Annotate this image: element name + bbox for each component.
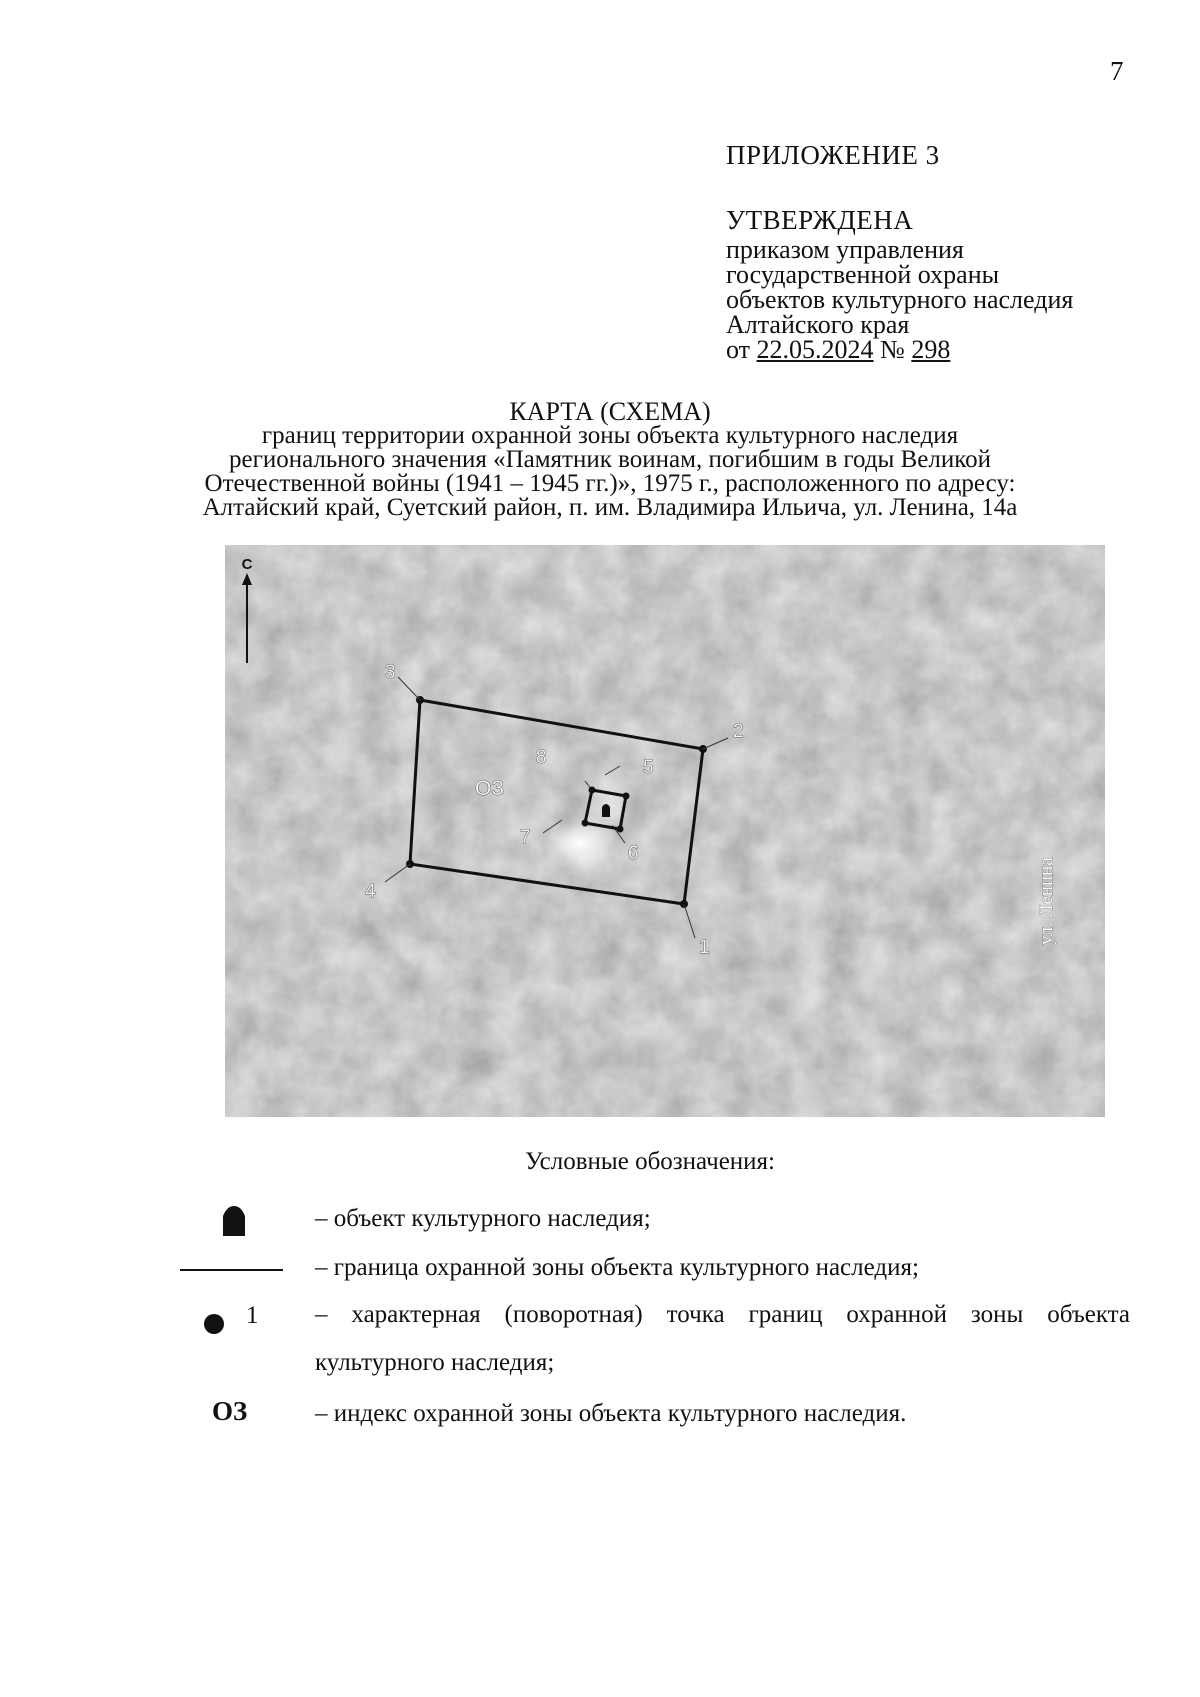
- document-title: [160, 397, 1060, 521]
- order-block: [726, 237, 1073, 362]
- order-line: приказом управления: [726, 235, 964, 264]
- legend-item-monument: [150, 1205, 1130, 1245]
- zone-label: ОЗ: [475, 777, 505, 800]
- approved-heading: УТВЕРЖДЕНА: [726, 205, 914, 235]
- point-label-8: 8: [536, 747, 547, 768]
- point-label-7: 7: [520, 827, 531, 848]
- legend-title: Условные обозначения:: [524, 1148, 776, 1175]
- point-icon: [204, 1314, 224, 1334]
- north-label: С: [241, 556, 253, 573]
- title-line-1: КАРТА (СХЕМА): [509, 397, 711, 426]
- street-label: ул. Ленина: [1036, 857, 1057, 945]
- order-line: Алтайского края: [726, 310, 910, 339]
- legend-text: – граница охранной зоны объекта культурного наследия;: [315, 1254, 919, 1281]
- legend-text: – объект культурного наследия;: [315, 1205, 651, 1232]
- map-scheme: [225, 545, 1105, 1117]
- order-number: 298: [911, 335, 951, 364]
- point-label-5: 5: [643, 757, 654, 778]
- point-symbol-label: 1: [246, 1302, 259, 1329]
- boundary-point-5: [623, 793, 630, 800]
- aerial-texture: [225, 545, 1105, 1117]
- monument-icon: [602, 804, 610, 817]
- legend-item-boundary: [150, 1254, 1130, 1294]
- point-label-1: 1: [699, 937, 710, 958]
- title-line-4: Отечественной войны (1941 – 1945 гг.)», 1975 г., расположенного по адресу:: [204, 470, 1016, 497]
- order-number-sign: №: [873, 335, 912, 364]
- title-line-2: границ территории охранной зоны объекта культурного наследия: [261, 422, 959, 449]
- order-prefix: от: [726, 335, 757, 364]
- boundary-point-7: [582, 820, 589, 827]
- order-line: объектов культурного наследия: [726, 285, 1074, 314]
- order-line: государственной охраны: [726, 260, 1000, 289]
- boundary-point-6: [617, 826, 624, 833]
- legend-item-point: [150, 1302, 1130, 1398]
- order-date-line: [726, 337, 1073, 362]
- appendix-heading: ПРИЛОЖЕНИЕ 3: [726, 140, 940, 170]
- point-label-4: 4: [365, 881, 376, 902]
- boundary-line-symbol: [180, 1269, 283, 1271]
- legend-text: – индекс охранной зоны объекта культурного наследия.: [315, 1400, 907, 1427]
- legend-item-zone-index: [150, 1396, 1130, 1440]
- point-label-3: 3: [385, 662, 396, 683]
- zone-index-symbol: ОЗ: [212, 1396, 248, 1426]
- monument-icon: [222, 1205, 246, 1237]
- boundary-point-8: [589, 787, 596, 794]
- order-date: 22.05.2024: [756, 335, 874, 364]
- legend-text: – характерная (поворотная) точка границ охранной зоны объекта культурного наследия;: [315, 1301, 1130, 1376]
- page-number: 7: [1110, 56, 1124, 86]
- point-label-2: 2: [733, 721, 744, 742]
- title-line-3: регионального значения «Памятник воинам, погибшим в годы Великой: [229, 446, 991, 473]
- point-label-6: 6: [628, 843, 639, 864]
- title-line-5: Алтайский край, Суетский район, п. им. Владимира Ильича, ул. Ленина, 14а: [202, 494, 1018, 521]
